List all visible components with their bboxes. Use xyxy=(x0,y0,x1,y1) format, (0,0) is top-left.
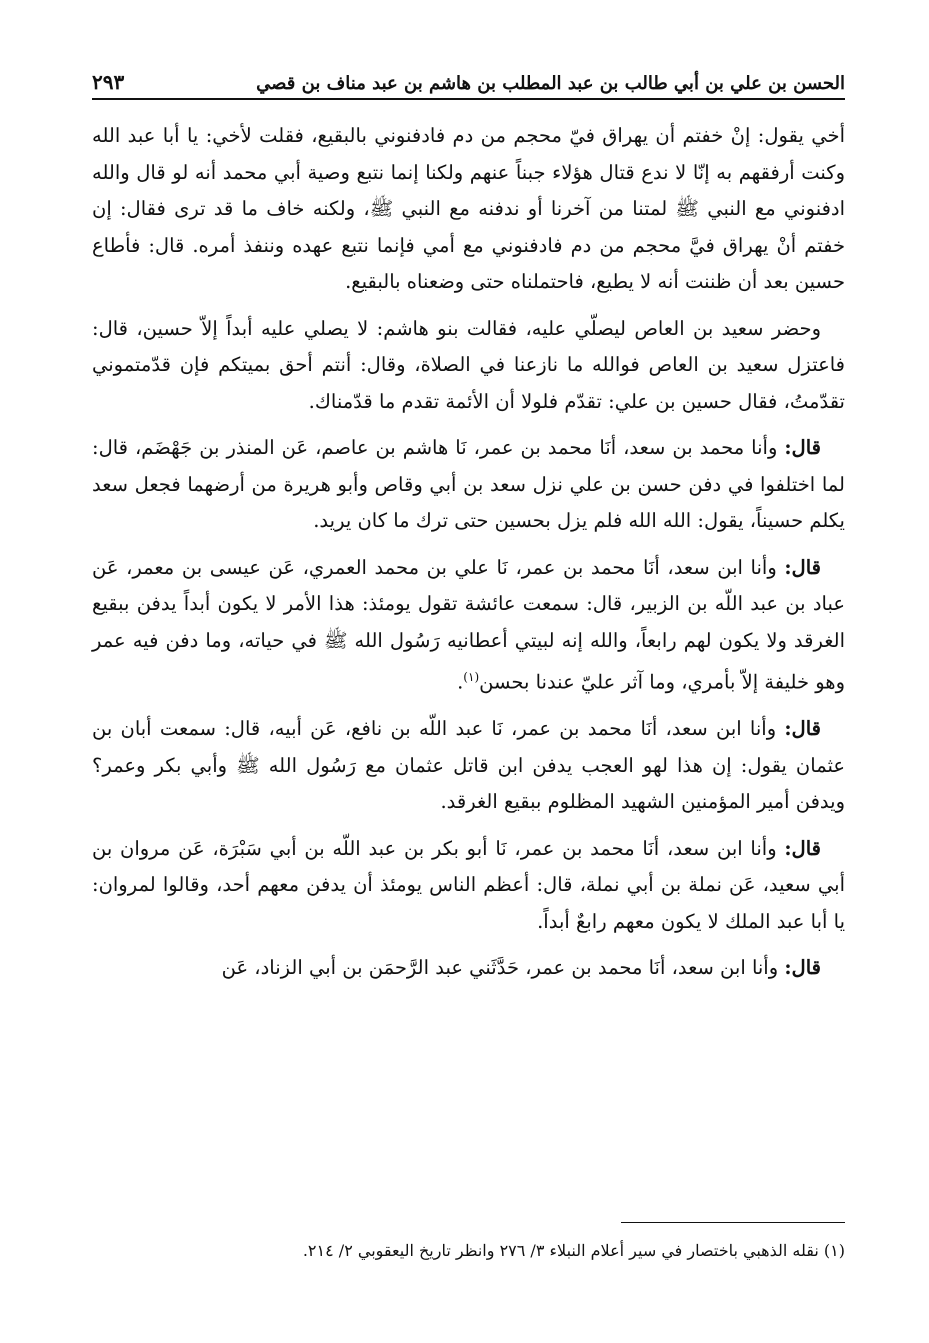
paragraph-lead: قال: xyxy=(784,436,821,459)
paragraph-6 xyxy=(92,831,845,941)
paragraph-text: وأنا ابن سعد، أنَا محمد بن عمر، حَدَّثَني عبد الرَّحمَن بن أبي الزناد، عَن xyxy=(221,956,785,979)
paragraph-2: وحضر سعيد بن العاص ليصلّي عليه، فقالت بنو هاشم: لا يصلي عليه أبداً إلاّ حسين، قال: فاعتزل سعيد بن العاص فوالله ما نازعنا في الصلاة، وقال: أنتم أحق بميتكم فإن قدّمتموني تقدّمتُ، فقال حسين بن علي: تقدّم فلولا أن الأئمة تقدم ما قدّمناك. xyxy=(92,316,845,413)
paragraph-7 xyxy=(92,950,845,987)
footnote-marker[interactable]: (١) xyxy=(463,670,480,684)
footnote: (١) نقله الذهبي باختصار في سير أعلام النبلاء ٣/ ٢٧٦ وانظر تاريخ اليعقوبي ٢/ ٢١٤. xyxy=(302,1241,845,1260)
paragraph-3 xyxy=(92,430,845,540)
paragraph-text: وأنا محمد بن سعد، أنَا محمد بن عمر، نَا هاشم بن عاصم، عَن المنذر بن جَهْضَم، قال: لما اختلفوا في دفن حسن بن علي نزل سعد بن أبي وقاص وأبو هريرة من أرضهما فجعل سعد يكلم حسيناً، يقول: الله الله فلم يزل بحسين حتى ترك ما كان يريد. xyxy=(92,436,845,532)
paragraph-text: وأنا ابن سعد، أنَا محمد بن عمر، نَا عبد اللّه بن نافع، عَن أبيه، قال: سمعت أبان بن عثمان يقول: إن هذا لهو العجب يدفن ابن قاتل عثمان مع رَسُول الله ﷺ وأبي بكر وعمر؟ ويدفن أمير المؤمنين الشهيد المظلوم ببقيع الغرقد. xyxy=(92,717,845,813)
paragraph-1: أخي يقول: إنْ خفتم أن يهراق فيّ محجم من دم فادفنوني بالبقيع، فقلت لأخي: يا أبا عبد الله وكنت أرفقهم به إنّا لا ندع قتال هؤلاء جبناً عنهم ولكنا إنما نتبع وصية أبي محمد أنه لو قال والله ادفنوني مع النبي ﷺ لمتنا من آخرنا أو ندفنه مع النبي ﷺ، ولكنه خاف ما قد ترى فقال: إن خفتم أنْ يهراق فيَّ محجم من دم فادفنوني مع أمي فإنما نتبع عهده وننفذ أمره. قال: فأطاع حسين بعد أن ظننت أنه لا يطيع، فاحتملناه حتى وضعناه بالبقيع. xyxy=(92,124,845,293)
main-text xyxy=(92,118,845,997)
running-header xyxy=(92,60,845,100)
paragraph-lead: قال: xyxy=(784,836,821,860)
paragraph-lead: قال: xyxy=(784,717,821,740)
paragraph-lead: قال: xyxy=(784,956,821,979)
paragraph-text: وأنا ابن سعد، أنَا محمد بن عمر، نَا علي بن محمد العمري، عَن عيسى بن معمر، عَن عباد بن عبد اللّه بن الزبير، قال: سمعت عائشة تقول يومئذ: هذا الأمر لا يكون أبداً يدفن ببقيع الغرقد ولا يكون لهم رابعاً، والله إنه لبيتي أعطانيه رَسُول الله ﷺ في حياته، وما دفن فيه عمر وهو خليفة إلاّ بأمري، وما آثر عليّ عندنا بحسن xyxy=(92,555,845,694)
paragraph-end: . xyxy=(457,670,464,694)
footnote-divider xyxy=(621,1222,845,1223)
paragraph-text: وأنا ابن سعد، أنَا محمد بن عمر، نَا أبو بكر بن عبد اللّه بن أبي سَبْرَة، عَن مروان بن أبي سعيد، عَن نملة بن أبي نملة، قال: أعظم الناس يومئذ أن يدفن معهم أحد، وقالوا لمروان: يا أبا عبد الملك لا يكون معهم رابعٌ أبداً. xyxy=(92,836,845,933)
page-number: ٢٩٣ xyxy=(92,70,125,94)
paragraph-5 xyxy=(92,711,845,821)
paragraph-lead: قال: xyxy=(784,555,821,579)
paragraph-4 xyxy=(92,550,845,702)
running-title: الحسن بن علي بن أبي طالب بن عبد المطلب بن هاشم بن عبد مناف بن قصي xyxy=(256,73,845,94)
